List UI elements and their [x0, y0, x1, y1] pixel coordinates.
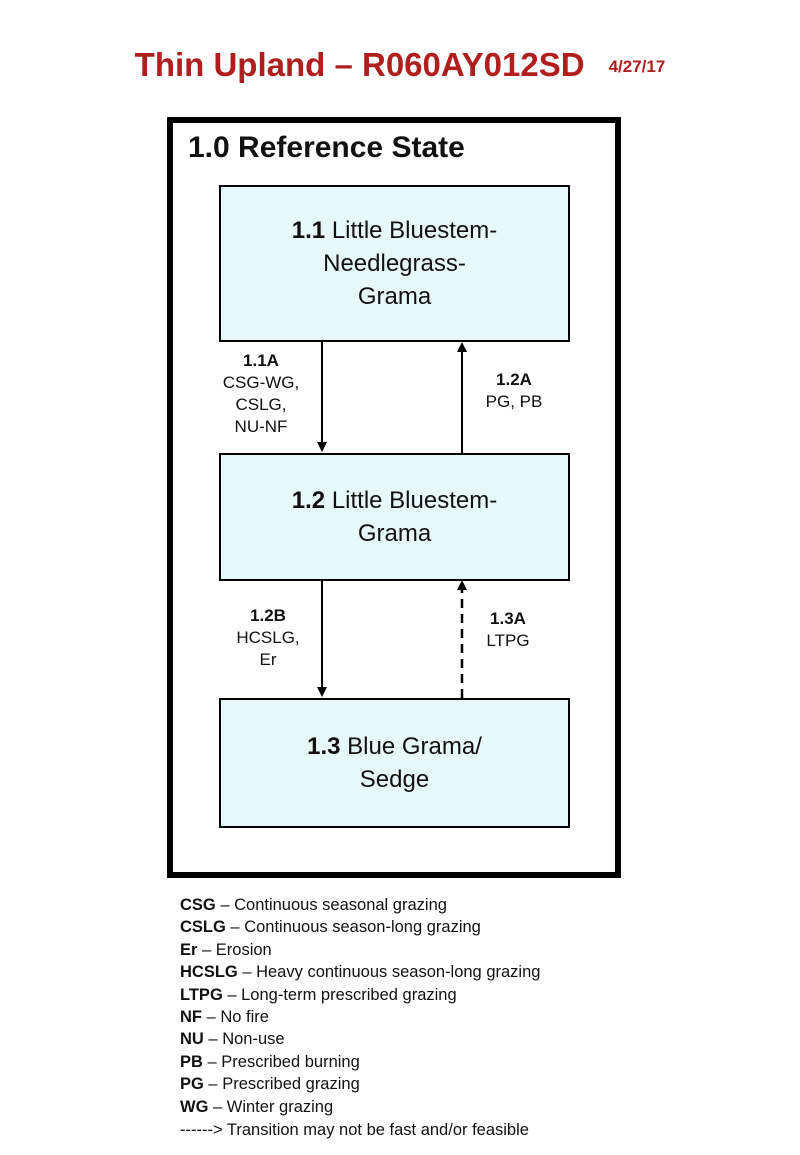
transition-code: 1.1A [243, 351, 279, 370]
legend-text: – No fire [202, 1008, 269, 1027]
community-code: 1.1 [291, 217, 326, 244]
legend [180, 894, 540, 1141]
community-name: Little Bluestem- Needlegrass- Grama [323, 217, 498, 310]
legend-abbr: NF [180, 1008, 202, 1027]
legend-text: – Non-use [203, 1030, 285, 1049]
legend-item [180, 1096, 540, 1118]
legend-text: – Winter grazing [208, 1097, 334, 1116]
dashed-arrow-note: ------> Transition may not be fast and/or feasible [180, 1121, 529, 1140]
legend-abbr: HCSLG [180, 963, 238, 982]
legend-item [180, 961, 540, 983]
legend-text: – Long-term prescribed grazing [222, 985, 457, 1004]
legend-text: – Continuous season-long grazing [225, 918, 481, 937]
legend-abbr: NU [180, 1030, 204, 1049]
transition-actions: HCSLG, Er [236, 628, 300, 669]
legend-abbr: Er [180, 940, 198, 959]
legend-item [180, 984, 540, 1006]
transition-code: 1.3A [490, 609, 526, 628]
legend-item [180, 1051, 540, 1073]
legend-item [180, 1006, 540, 1028]
transition-actions: PG, PB [485, 392, 543, 411]
legend-item [180, 1073, 540, 1095]
legend-text: – Heavy continuous season-long grazing [237, 963, 541, 982]
title-date: 4/27/17 [608, 57, 666, 76]
transition-actions: LTPG [486, 631, 530, 650]
legend-abbr: PB [180, 1052, 203, 1071]
transition-label-1-1a [216, 350, 306, 438]
transition-actions: CSG-WG, CSLG, NU-NF [222, 373, 300, 436]
community-name: Little Bluestem- Grama [331, 487, 498, 547]
legend-text: – Erosion [197, 940, 272, 959]
transition-label-1-2b [224, 605, 312, 671]
transition-label-1-2a [470, 369, 558, 413]
transition-code: 1.2B [250, 606, 286, 625]
title-text: Thin Upland – R060AY012SD [134, 46, 585, 83]
community-name: Blue Grama/ Sedge [347, 733, 482, 793]
state-title: 1.0 Reference State [188, 131, 465, 164]
legend-item [180, 916, 540, 938]
transition-label-1-3a [466, 608, 550, 652]
legend-text: – Prescribed grazing [203, 1075, 360, 1094]
legend-abbr: LTPG [180, 985, 223, 1004]
community-code: 1.2 [291, 487, 326, 514]
legend-text: – Continuous seasonal grazing [215, 896, 447, 914]
legend-abbr: CSLG [180, 918, 226, 937]
legend-abbr: CSG [180, 896, 216, 914]
legend-item [180, 939, 540, 961]
legend-abbr: PG [180, 1075, 204, 1094]
legend-abbr: WG [180, 1097, 209, 1116]
legend-item [180, 894, 540, 916]
community-code: 1.3 [307, 733, 341, 760]
transition-code: 1.2A [496, 370, 532, 389]
legend-text: – Prescribed burning [202, 1052, 360, 1071]
legend-item [180, 1028, 540, 1050]
